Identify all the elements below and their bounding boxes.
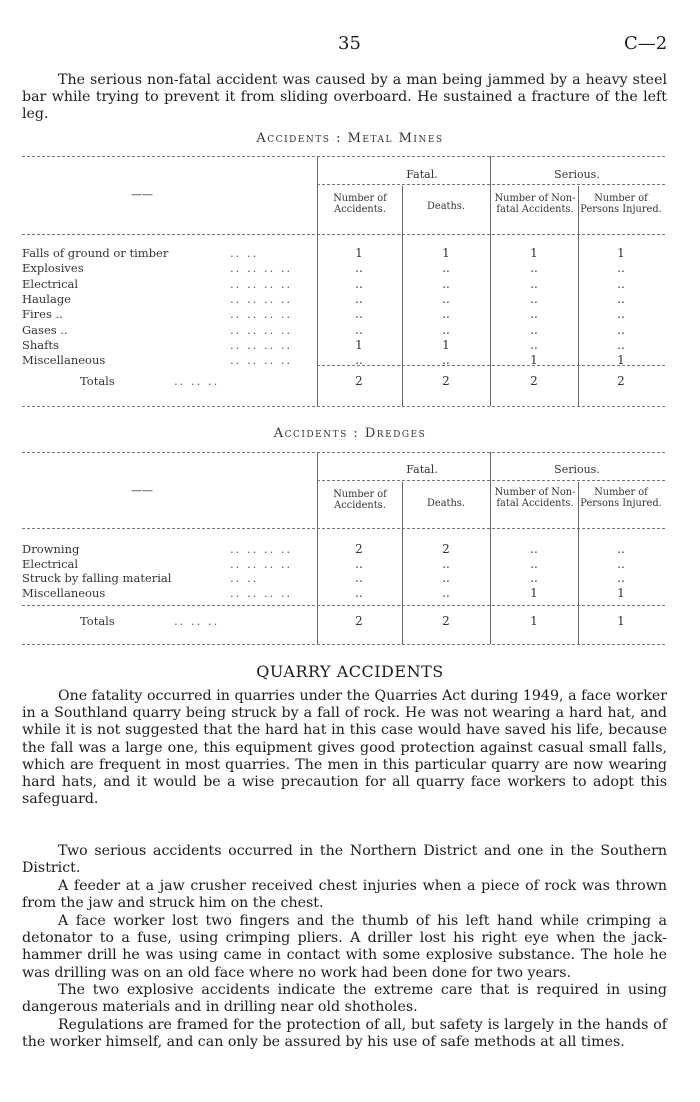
table-cell: .. bbox=[530, 261, 538, 276]
col-header-nonfatal: Number of Non-fatal Accidents. bbox=[494, 487, 576, 509]
table-cell: .. bbox=[442, 556, 450, 571]
table-cell: .. bbox=[617, 571, 625, 585]
row-leader-dots: .. .. .. .. bbox=[230, 337, 293, 352]
table-cell: .. bbox=[530, 291, 538, 306]
row-leader-dots: .. .. .. .. bbox=[230, 307, 293, 322]
row-label: Electrical bbox=[22, 556, 79, 571]
table-cell: .. bbox=[442, 571, 450, 585]
totals-cell: 2 bbox=[617, 374, 625, 388]
totals-leader-dots: .. .. .. bbox=[174, 374, 220, 388]
stub-header: —— bbox=[131, 484, 153, 497]
intro-paragraph: The serious non-fatal accident was caused by a man being jammed by a heavy steel bar while trying to prevent it from sliding overboard. He sustained a fracture of the left leg. bbox=[22, 72, 667, 123]
table-cell: .. bbox=[355, 322, 363, 337]
fatal-group-header: Fatal. bbox=[406, 463, 438, 476]
table-cell: .. bbox=[617, 291, 625, 306]
col-header-injured: Number of Persons Injured. bbox=[580, 487, 662, 509]
table-cell: .. bbox=[530, 337, 538, 352]
quarry-accidents-title: QUARRY ACCIDENTS bbox=[256, 662, 444, 681]
table-cell: .. bbox=[530, 322, 538, 337]
col-header-deaths: Deaths. bbox=[427, 201, 465, 212]
table-cell: .. bbox=[442, 276, 450, 291]
quarry-paragraph-2: Two serious accidents occurred in the Northern District and one in the Southern District. bbox=[22, 843, 667, 877]
totals-label: Totals bbox=[80, 374, 115, 388]
table-cell: .. bbox=[530, 276, 538, 291]
table-cell: .. bbox=[617, 556, 625, 571]
quarry-paragraph-6: Regulations are framed for the protection of all, but safety is largely in the hands of the worker himself, and can only be assured by his use of safe methods at all times. bbox=[22, 1017, 667, 1051]
row-leader-dots: .. .. bbox=[230, 246, 259, 260]
totals-cell: 2 bbox=[442, 614, 450, 628]
table-cell: .. bbox=[617, 322, 625, 337]
col-header-injured: Number of Persons Injured. bbox=[580, 193, 662, 215]
row-label: Haulage bbox=[22, 291, 71, 306]
table-cell: .. bbox=[442, 291, 450, 306]
quarry-paragraph-1: One fatality occurred in quarries under the Quarries Act during 1949, a face worker in a Southland quarry being struck by a fall of rock. He was not wearing a hard hat, and while it is not suggested that the hard hat in this case would have saved his life, because the fall was a large one, this equipment gives good protection against casual small falls, which are frequent in most quarries. The men in this particular quarry are now wearing hard hats, and it would be a wise precaution for all quarry face workers to adopt this safeguard. bbox=[22, 688, 667, 808]
serious-group-header: Serious. bbox=[554, 463, 600, 476]
table-cell: .. bbox=[355, 353, 363, 368]
table-cell: 1 bbox=[442, 337, 450, 352]
table-cell: 1 bbox=[617, 353, 625, 368]
table-cell: .. bbox=[617, 261, 625, 276]
table-cell: .. bbox=[355, 307, 363, 322]
totals-cell: 2 bbox=[355, 374, 363, 388]
table-cell: .. bbox=[530, 542, 538, 556]
totals-cell: 2 bbox=[442, 374, 450, 388]
row-leader-dots: .. .. .. .. bbox=[230, 291, 293, 306]
table-cell: .. bbox=[355, 556, 363, 571]
row-label: Explosives bbox=[22, 261, 84, 276]
row-label: Miscellaneous bbox=[22, 585, 106, 600]
table-cell: 1 bbox=[355, 246, 363, 260]
row-leader-dots: .. .. .. .. bbox=[230, 276, 293, 291]
row-label: Shafts bbox=[22, 337, 59, 352]
table-cell: .. bbox=[355, 585, 363, 600]
quarry-paragraph-4: A face worker lost two fingers and the thumb of his left hand while crimping a detonator to a fuse, using crimping pliers. A driller lost his right eye when the jack-hammer drill he was using came in contact with some explosive substance. The hole he was drilling was on an old face where no work had been done for two years. bbox=[22, 913, 667, 981]
row-label: Struck by falling material bbox=[22, 571, 172, 585]
table-cell: .. bbox=[442, 322, 450, 337]
row-leader-dots: .. .. .. .. bbox=[230, 556, 293, 571]
row-leader-dots: .. .. bbox=[230, 571, 259, 585]
row-label: Gases .. bbox=[22, 322, 68, 337]
table-cell: 1 bbox=[617, 585, 625, 600]
table-cell: .. bbox=[442, 307, 450, 322]
table-cell: 1 bbox=[355, 337, 363, 352]
totals-label: Totals bbox=[80, 614, 115, 628]
row-label: Miscellaneous bbox=[22, 353, 106, 368]
table-cell: .. bbox=[530, 556, 538, 571]
table-cell: .. bbox=[617, 276, 625, 291]
table-cell: .. bbox=[442, 353, 450, 368]
table-cell: .. bbox=[617, 307, 625, 322]
table-cell: 1 bbox=[530, 246, 538, 260]
col-header-accidents: Number of Accidents. bbox=[333, 193, 387, 215]
totals-cell: 2 bbox=[530, 374, 538, 388]
col-header-accidents: Number of Accidents. bbox=[333, 489, 387, 511]
dredges-table bbox=[22, 448, 665, 646]
table-cell: 1 bbox=[617, 246, 625, 260]
table-cell: .. bbox=[530, 571, 538, 585]
table-cell: .. bbox=[355, 571, 363, 585]
metal-mines-caption: Accidents : Metal Mines bbox=[256, 131, 444, 146]
table-cell: 2 bbox=[442, 542, 450, 556]
table-cell: 1 bbox=[530, 585, 538, 600]
col-header-nonfatal: Number of Non-fatal Accidents. bbox=[494, 193, 576, 215]
quarry-paragraph-5: The two explosive accidents indicate the extreme care that is required in using dangerous materials and in drilling near old shotholes. bbox=[22, 982, 667, 1016]
row-leader-dots: .. .. .. .. bbox=[230, 261, 293, 276]
row-leader-dots: .. .. .. .. bbox=[230, 322, 293, 337]
row-leader-dots: .. .. .. .. bbox=[230, 585, 293, 600]
table-cell: .. bbox=[617, 337, 625, 352]
fatal-group-header: Fatal. bbox=[406, 168, 438, 181]
quarry-paragraph-3: A feeder at a jaw crusher received chest injuries when a piece of rock was thrown from the jaw and struck him on the chest. bbox=[22, 878, 667, 912]
serious-group-header: Serious. bbox=[554, 168, 600, 181]
col-header-deaths: Deaths. bbox=[427, 498, 465, 509]
totals-leader-dots: .. .. .. bbox=[174, 614, 220, 628]
totals-cell: 2 bbox=[355, 614, 363, 628]
document-reference: C—2 bbox=[624, 33, 668, 54]
row-label: Fires .. bbox=[22, 307, 63, 322]
totals-cell: 1 bbox=[530, 614, 538, 628]
table-cell: .. bbox=[355, 261, 363, 276]
table-cell: .. bbox=[355, 291, 363, 306]
stub-header: —— bbox=[131, 188, 153, 201]
table-cell: .. bbox=[355, 276, 363, 291]
totals-cell: 1 bbox=[617, 614, 625, 628]
dredges-caption: Accidents : Dredges bbox=[273, 426, 427, 441]
table-cell: 1 bbox=[530, 353, 538, 368]
metal-mines-table bbox=[22, 150, 665, 408]
table-cell: .. bbox=[442, 261, 450, 276]
table-cell: .. bbox=[617, 542, 625, 556]
table-cell: 1 bbox=[442, 246, 450, 260]
row-leader-dots: .. .. .. .. bbox=[230, 542, 293, 556]
row-label: Electrical bbox=[22, 276, 79, 291]
table-cell: 2 bbox=[355, 542, 363, 556]
row-label: Falls of ground or timber bbox=[22, 246, 169, 260]
row-leader-dots: .. .. .. .. bbox=[230, 353, 293, 368]
table-cell: .. bbox=[442, 585, 450, 600]
table-cell: .. bbox=[530, 307, 538, 322]
row-label: Drowning bbox=[22, 542, 80, 556]
page-number: 35 bbox=[338, 33, 361, 54]
